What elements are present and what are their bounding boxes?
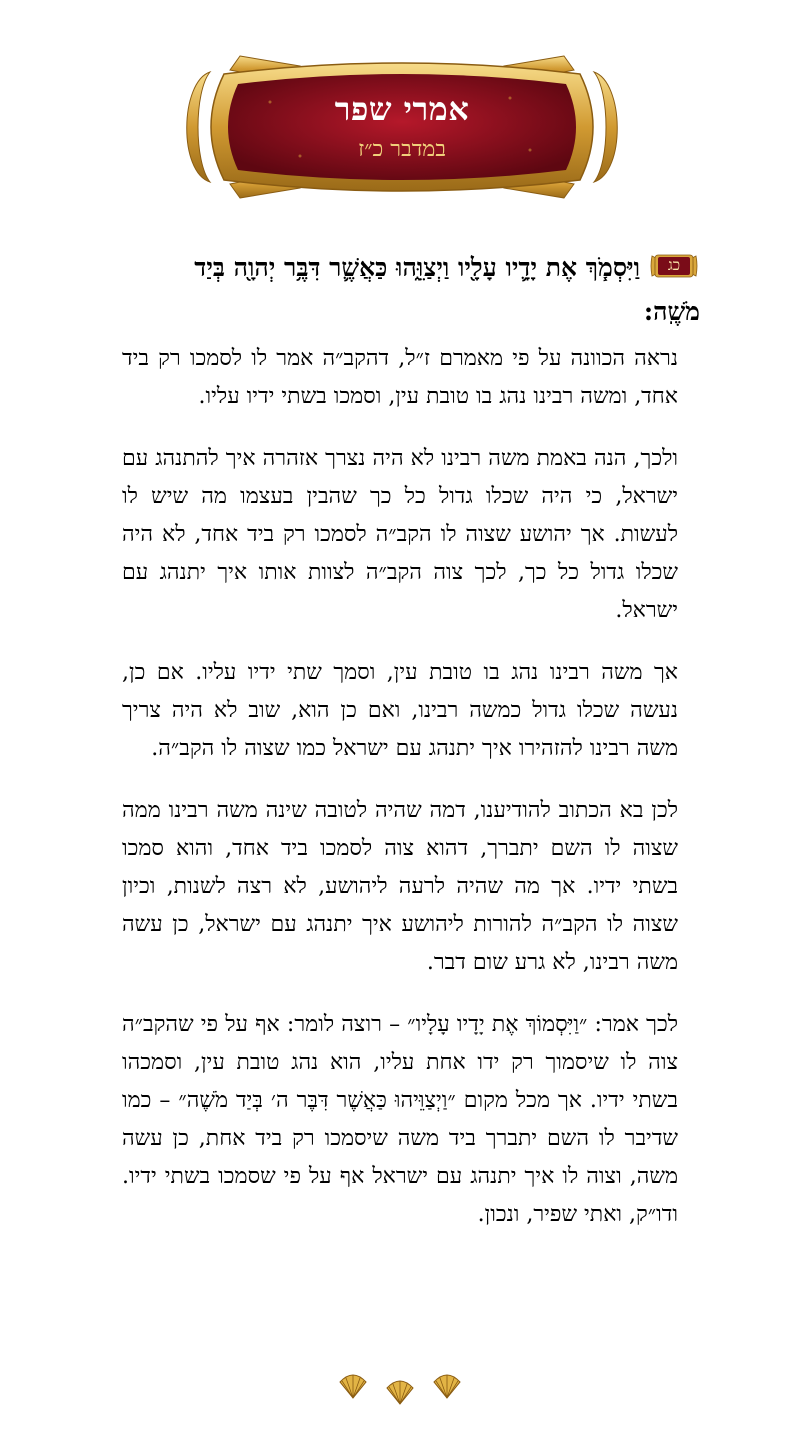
paragraph-1: נראה הכוונה על פי מאמרם ז״ל, דהקב״ה אמר לו לסמכו רק ביד אחד, ומשה רבינו נהג בו טובת עין, וסמכו בשתי ידיו עליו.	[122, 346, 678, 409]
verse-text-line2: מֹשֶֽׁה:	[643, 297, 700, 326]
verse-number: כג	[667, 256, 681, 274]
shell-icon	[385, 1378, 415, 1406]
page-subtitle: במדבר כ״ז	[358, 137, 446, 162]
verse-number-badge	[648, 252, 700, 280]
paragraph-5: לכך אמר: ״וַיִּסְמוֹךְ אֶת יָדָיו עָלָיו״ – רוצה לומר: אף על פי שהקב״ה צוה לו שיסמוך רק ידו אחת עליו, הוא נהג טובת עין, וסמכהו בשתי ידיו. אך מכל מקום ״וַיְצַוֵּיהוּ כַּאֲשֶׁר דִּבֶּר ה׳ בְּיַד מֹשֶׁה״ – כמו שדיבר לו השם יתברך ביד משה שיסמכו רק ביד אחת, כן עשה משה, וצוה לו איך יתנהג עם ישראל אף על פי שסמכו בשתי ידיו. ודו״ק, ואתי שפיר, ונכון.	[122, 1012, 678, 1227]
footer-ornament	[0, 1372, 800, 1412]
paragraph-4: לכן בא הכתוב להודיענו, דמה שהיה לטובה שינה משה רבינו ממה שצוה לו השם יתברך, דהוא צוה לסמכו ביד אחד, והוא סמכו בשתי ידיו. אך מה שהיה לרעה ליהושע, לא רצה לשנות, וכיון שצוה לו הקב״ה להורות ליהושע איך יתנהג עם ישראל, כן עשה משה רבינו, לא גרע שום דבר.	[122, 798, 678, 975]
page-title: אמרי שפר	[334, 90, 470, 128]
paragraph-2: ולכך, הנה באמת משה רבינו לא היה נצרך אזהרה איך להתנהג עם ישראל, כי היה שכלו גדול כל כך שהבין בעצמו מה שיש לו לעשות. אך יהושע שצוה לו הקב״ה לסמכו רק ביד אחד, לא היה שכלו גדול כל כך, לכך צוה הקב״ה לצוות אותו איך יתנהג עם ישראל.	[122, 446, 678, 623]
shell-icon	[338, 1372, 368, 1400]
shell-icon	[432, 1372, 462, 1400]
header-banner	[180, 52, 624, 202]
paragraph-3: אך משה רבינו נהג בו טובת עין, וסמך שתי ידיו עליו. אם כן, נעשה שכלו גדול כמשה רבינו, ואם כן הוא, שוב לא היה צריך משה רבינו להזהירו איך יתנהג עם ישראל כמו שצוה לו הקב״ה.	[122, 660, 678, 761]
commentary	[122, 340, 678, 1258]
verse-text-line1: וַיִּסְמֹ֧ךְ אֶת יָדָ֛יו עָלָ֖יו וַיְצַוֵּ֑הוּ כַּאֲשֶׁ֛ר דִּבֶּ֥ר יְהוָ֖ה בְּיַד	[194, 253, 640, 282]
verse	[100, 246, 700, 334]
